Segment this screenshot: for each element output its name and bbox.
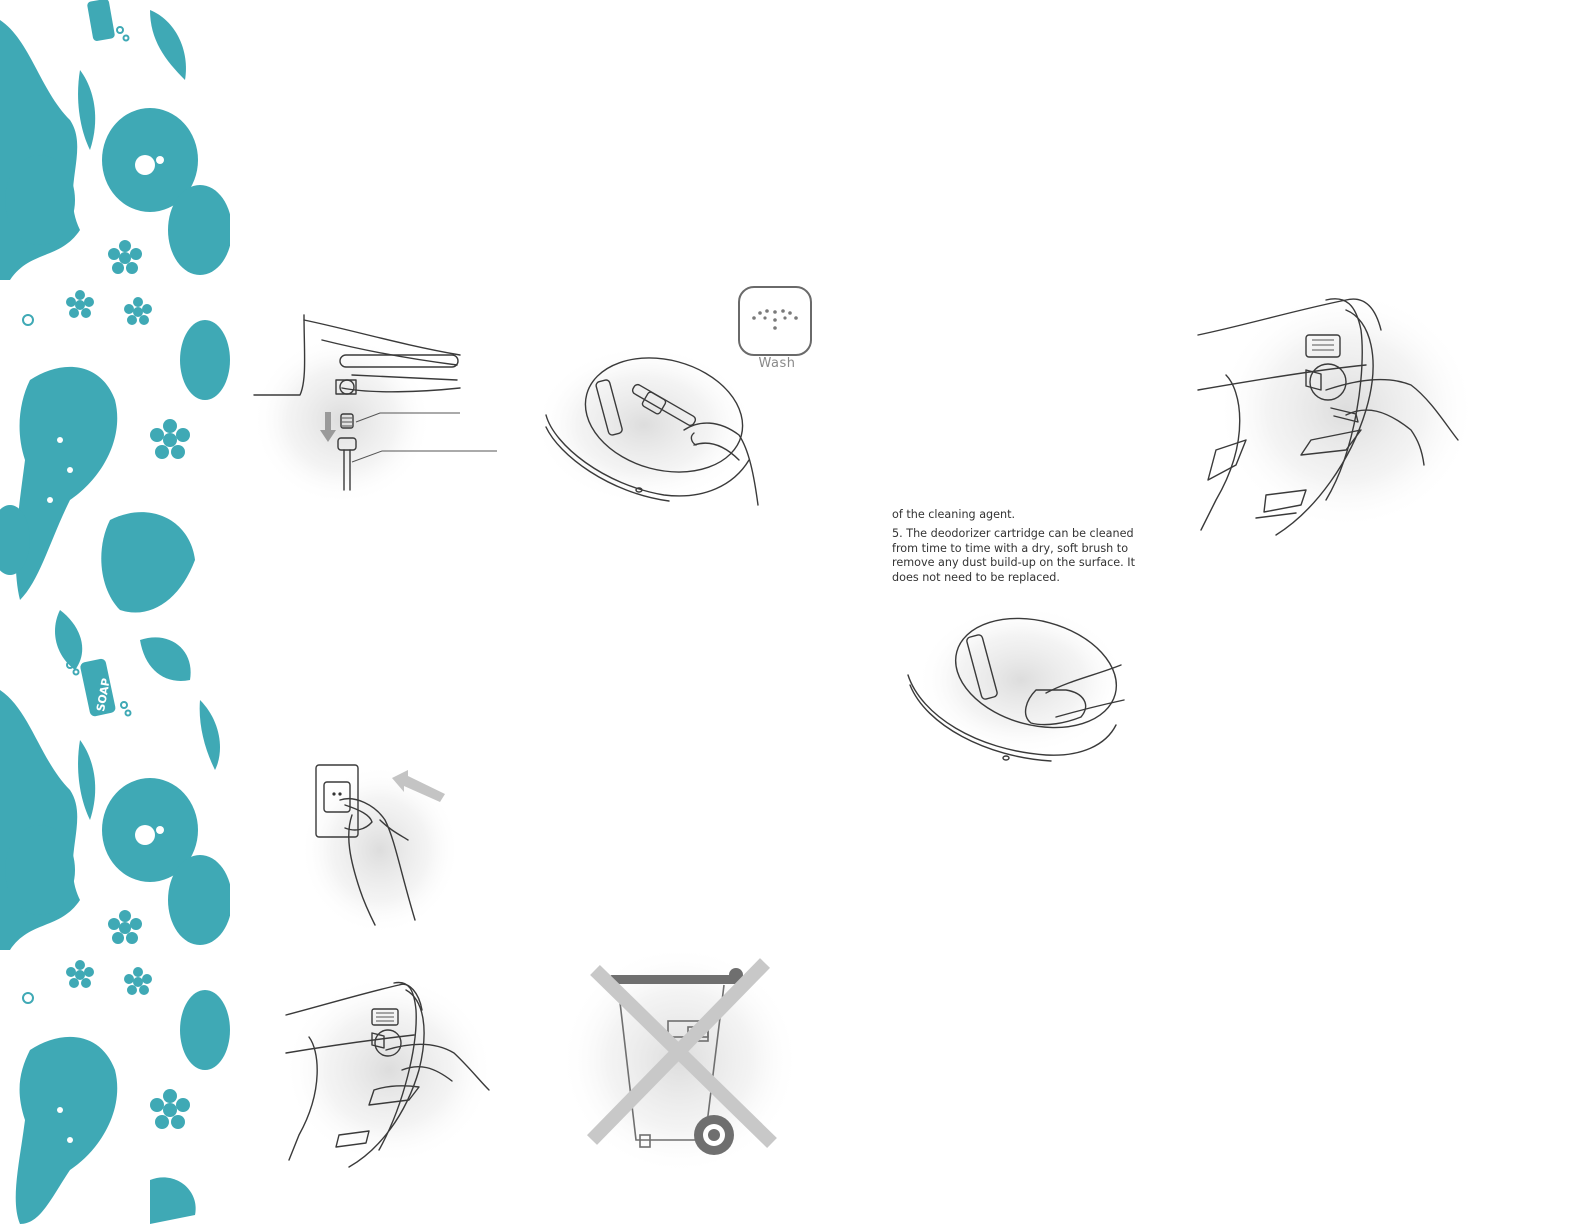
wash-button-icon (738, 286, 812, 356)
unplug-power-illustration (300, 760, 460, 930)
soap-label: SOAP (94, 677, 113, 713)
nozzle-brush-cleaning-illustration (544, 335, 764, 510)
crossed-out-wheelie-bin-illustration (560, 935, 800, 1175)
wash-button-label: Wash (758, 356, 796, 371)
decorative-pattern-strip (0, 0, 230, 1224)
continued-line: of the cleaning agent. (892, 508, 1016, 521)
step-5-text: 5. The deodorizer cartridge can be cleaned from time to time with a dry, soft brush to remove any dust build-up on the surface. It does not need to be replaced. (892, 526, 1135, 585)
water-hose-connection-illustration (252, 310, 502, 500)
nozzle-cloth-wiping-illustration (906, 605, 1126, 765)
cartridge-removal-small-illustration (284, 975, 494, 1170)
instructions-text (892, 508, 1142, 590)
deodorizer-cartridge-removal-illustration (1196, 290, 1466, 540)
